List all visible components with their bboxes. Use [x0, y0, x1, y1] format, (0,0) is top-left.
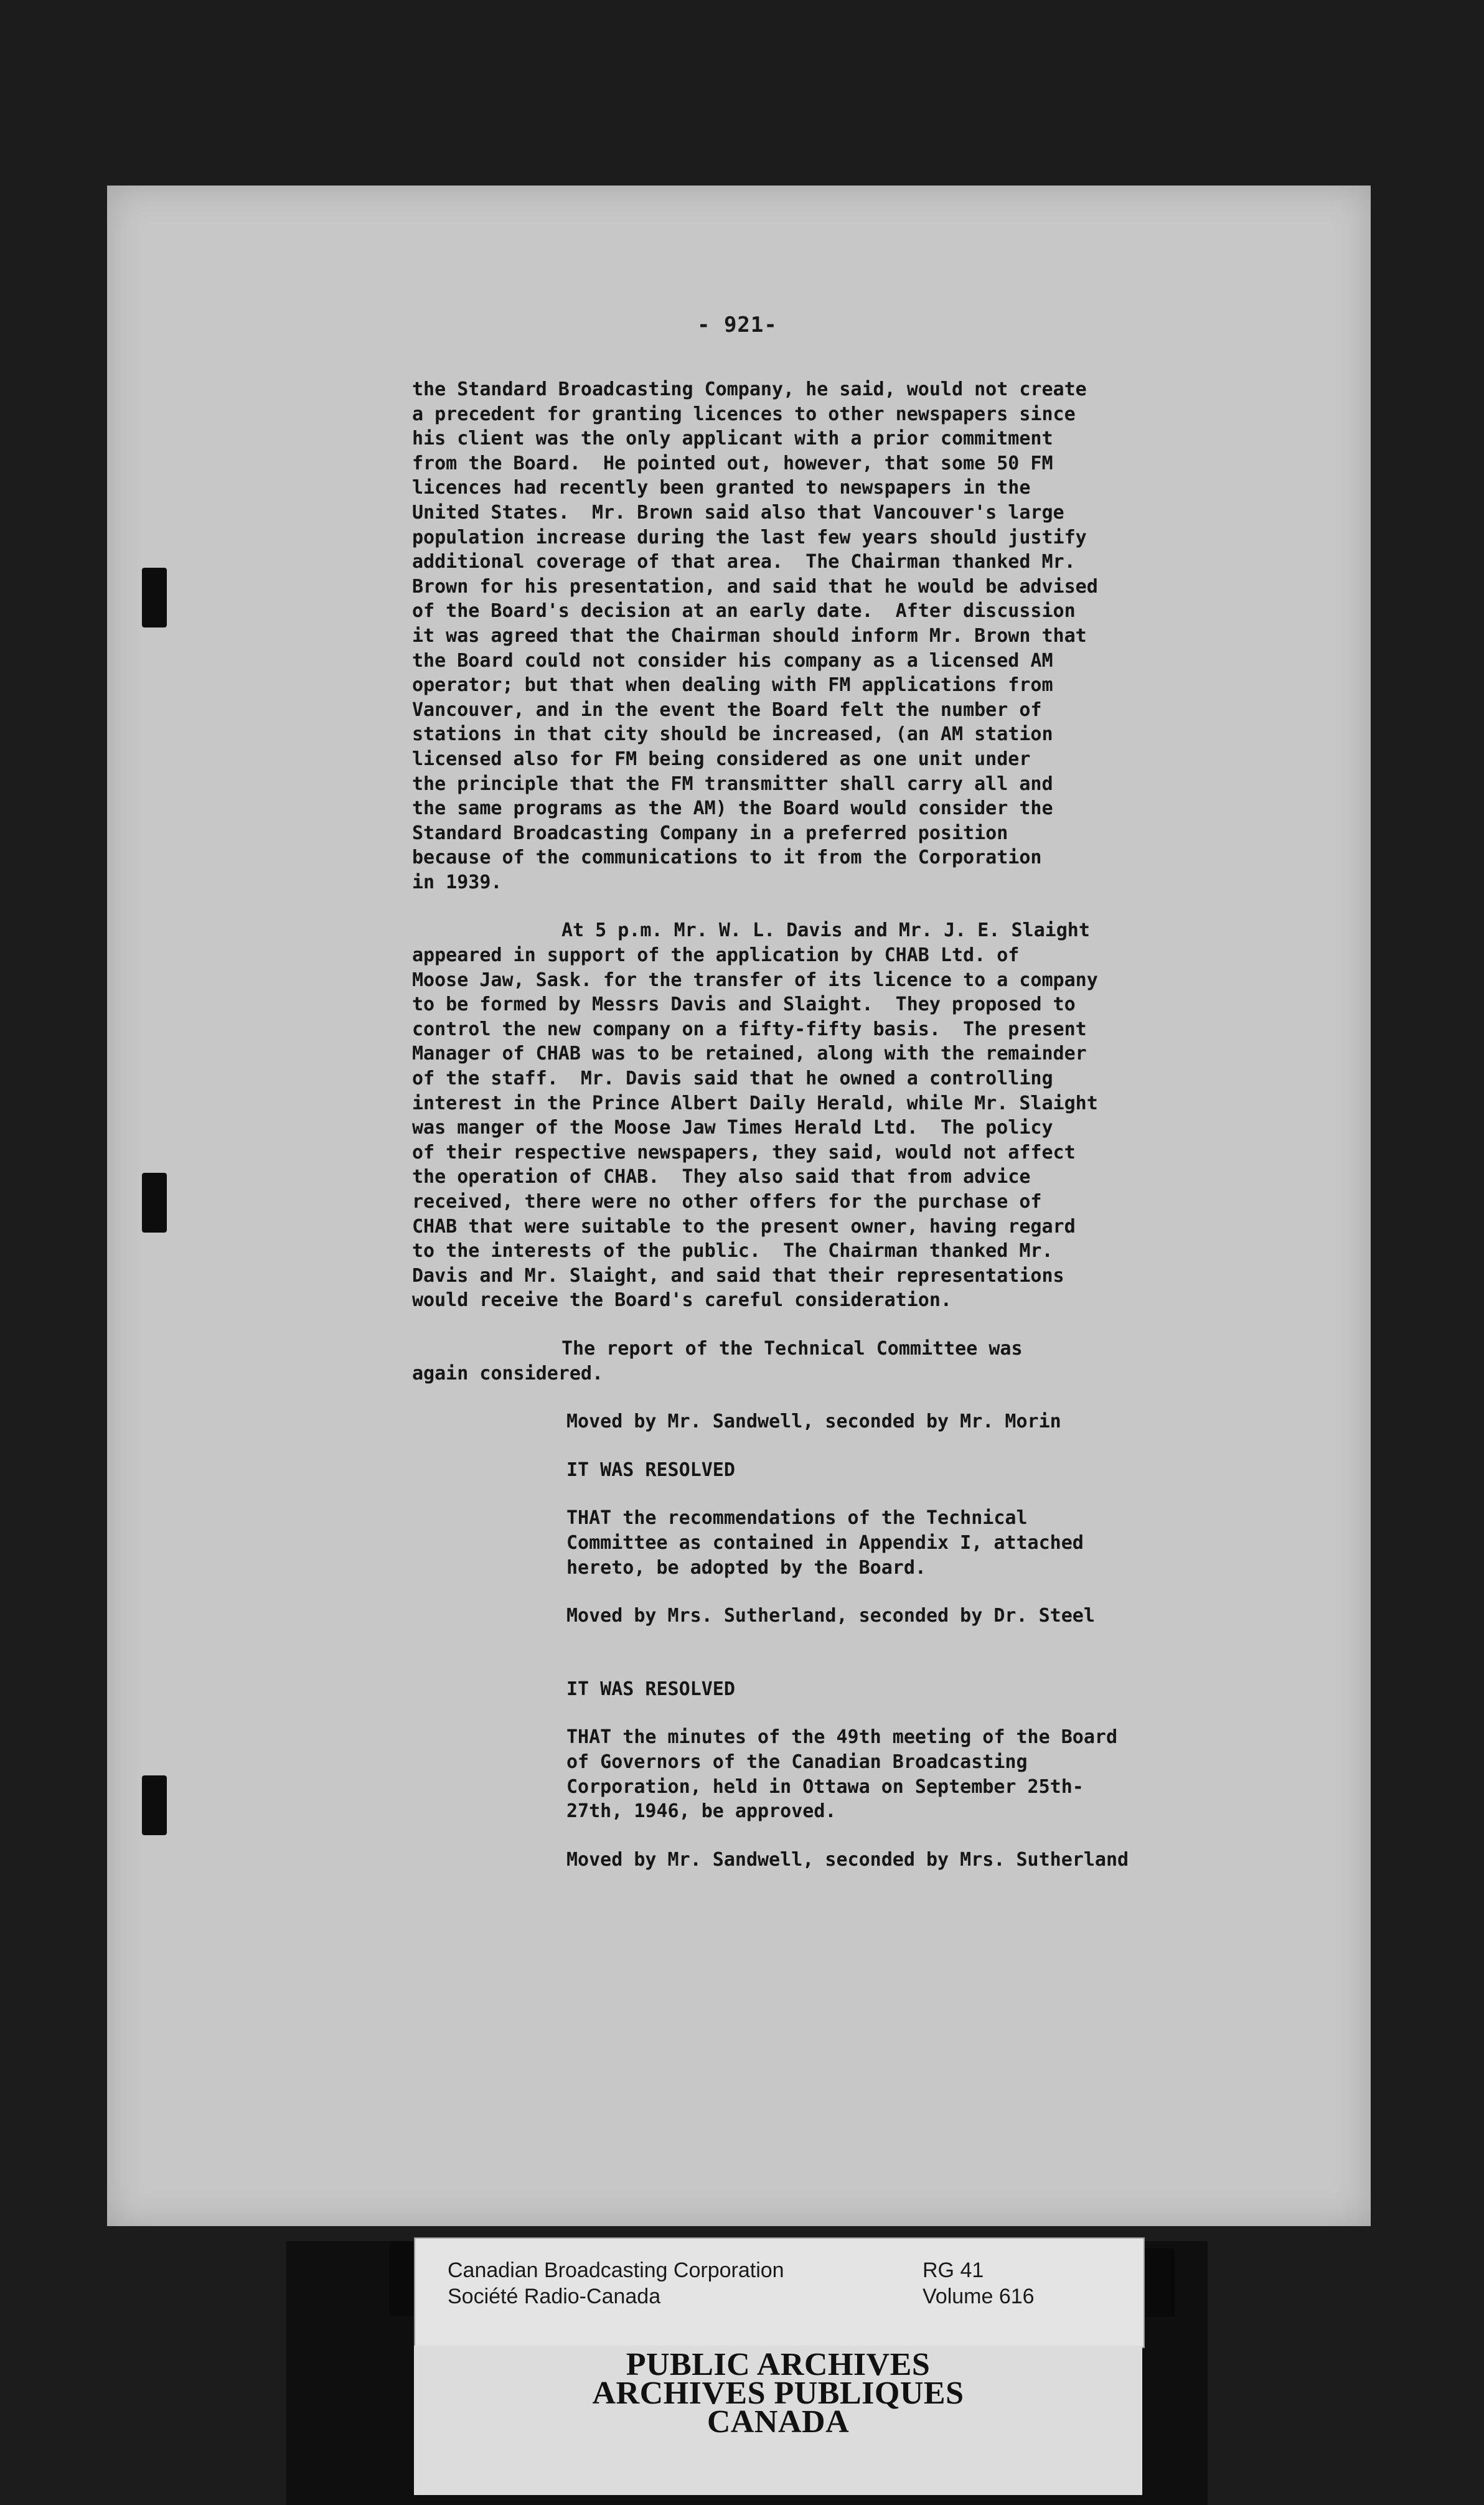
resolution-technical: [412, 1506, 1190, 1580]
text-line: from the Board. He pointed out, however, that some 50 FM: [412, 452, 1053, 474]
text-line: control the new company on a fifty-fifty basis. The present: [412, 1018, 1087, 1040]
text-line: the principle that the FM transmitter shall carry all and: [412, 773, 1053, 795]
text-line: At 5 p.m. Mr. W. L. Davis and Mr. J. E. Slaight: [561, 919, 1090, 942]
archives-fr: ARCHIVES PUBLIQUES: [592, 2376, 964, 2411]
volume-number: Volume 616: [923, 2285, 1035, 2308]
text-line: licences had recently been granted to newspapers in the: [412, 477, 1031, 499]
country-name: CANADA: [707, 2404, 850, 2440]
paragraph-brown-presentation: [412, 377, 1190, 895]
motion-mover: Moved by Mr. Sandwell, seconded by Mr. Morin: [566, 1411, 1061, 1433]
text-line: hereto, be adopted by the Board.: [566, 1556, 926, 1579]
text-line: operator; but that when dealing with FM applications from: [412, 674, 1053, 697]
text-line: the Standard Broadcasting Company, he said, would not create: [412, 378, 1087, 400]
stamp-tab: [1142, 2249, 1175, 2317]
resolved-heading: IT WAS RESOLVED: [566, 1459, 735, 1481]
text-line: additional coverage of that area. The Chairman thanked Mr.: [412, 551, 1076, 573]
text-line: Brown for his presentation, and said that he would be advised: [412, 575, 1098, 598]
org-name-fr: Société Radio-Canada: [448, 2285, 661, 2308]
text-line: of Governors of the Canadian Broadcasting: [566, 1751, 1028, 1773]
text-line: interest in the Prince Albert Daily Herald, while Mr. Slaight: [412, 1092, 1098, 1114]
technical-committee-line: The report of the Technical Committee was: [561, 1337, 1023, 1360]
text-line: of the staff. Mr. Davis said that he owned a controlling: [412, 1068, 1053, 1090]
text-line: received, there were no other offers for the purchase of: [412, 1191, 1042, 1213]
text-line: licensed also for FM being considered as one unit under: [412, 748, 1031, 770]
page-number: - 921-: [697, 313, 777, 337]
text-line: population increase during the last few years should justify: [412, 526, 1087, 548]
text-line: of the Board's decision at an early date. After discussion: [412, 600, 1076, 623]
text-line: Vancouver, and in the event the Board felt the number of: [412, 698, 1042, 721]
binder-hole: [142, 1775, 167, 1835]
text-line: Manager of CHAB was to be retained, along with the remainder: [412, 1043, 1087, 1065]
text-line: his client was the only applicant with a prior commitment: [412, 428, 1053, 450]
text-line: United States. Mr. Brown said also that Vancouver's large: [412, 501, 1064, 524]
archives-en: PUBLIC ARCHIVES: [626, 2347, 931, 2382]
text-line: would receive the Board's careful consideration.: [412, 1289, 952, 1312]
text-line: the Board could not consider his company as a licensed AM: [412, 649, 1053, 672]
text-line: a precedent for granting licences to other newspapers since: [412, 403, 1076, 425]
motion-mover: Moved by Mr. Sandwell, seconded by Mrs. Sutherland: [566, 1848, 1129, 1871]
text-line: it was agreed that the Chairman should inform Mr. Brown that: [412, 624, 1087, 647]
text-line: the operation of CHAB. They also said that from advice: [412, 1166, 1031, 1188]
record-group: RG 41: [923, 2258, 984, 2282]
paragraph-chab-transfer: [412, 918, 1190, 1313]
technical-committee-line-2: again considered.: [412, 1362, 604, 1384]
motion-mover: Moved by Mrs. Sutherland, seconded by Dr. Steel: [566, 1605, 1095, 1627]
text-line: to the interests of the public. The Chairman thanked Mr.: [412, 1240, 1053, 1262]
text-line: CHAB that were suitable to the present owner, having regard: [412, 1215, 1076, 1238]
text-line: Corporation, held in Ottawa on September 25th-: [566, 1775, 1084, 1798]
archive-label: [414, 2237, 1145, 2348]
text-line: of their respective newspapers, they said, would not affect: [412, 1141, 1076, 1163]
text-line: the same programs as the AM) the Board would consider the: [412, 797, 1053, 820]
binder-hole: [142, 568, 167, 627]
text-line: in 1939.: [412, 871, 502, 893]
binder-hole: [142, 1173, 167, 1233]
text-line: Davis and Mr. Slaight, and said that their representations: [412, 1264, 1064, 1287]
text-line: THAT the minutes of the 49th meeting of the Board: [566, 1726, 1118, 1749]
org-name-en: Canadian Broadcasting Corporation: [448, 2258, 784, 2282]
stamp-tab: [390, 2241, 415, 2316]
archive-stamp: [414, 2346, 1142, 2495]
minutes-text: [412, 377, 1190, 1872]
resolution-minutes: [412, 1725, 1190, 1823]
text-line: stations in that city should be increased, (an AM station: [412, 723, 1053, 746]
text-line: was manger of the Moose Jaw Times Herald Ltd. The policy: [412, 1117, 1053, 1139]
text-line: 27th, 1946, be approved.: [566, 1800, 837, 1823]
text-line: appeared in support of the application by CHAB Ltd. of: [412, 944, 1020, 967]
text-line: to be formed by Messrs Davis and Slaight. They proposed to: [412, 994, 1076, 1016]
resolved-heading: IT WAS RESOLVED: [566, 1678, 735, 1700]
text-line: Committee as contained in Appendix I, attached: [566, 1531, 1084, 1554]
text-line: Standard Broadcasting Company in a preferred position: [412, 822, 1008, 844]
text-line: because of the communications to it from the Corporation: [412, 847, 1042, 869]
text-line: THAT the recommendations of the Technical: [566, 1507, 1028, 1530]
text-line: Moose Jaw, Sask. for the transfer of its licence to a company: [412, 969, 1098, 991]
